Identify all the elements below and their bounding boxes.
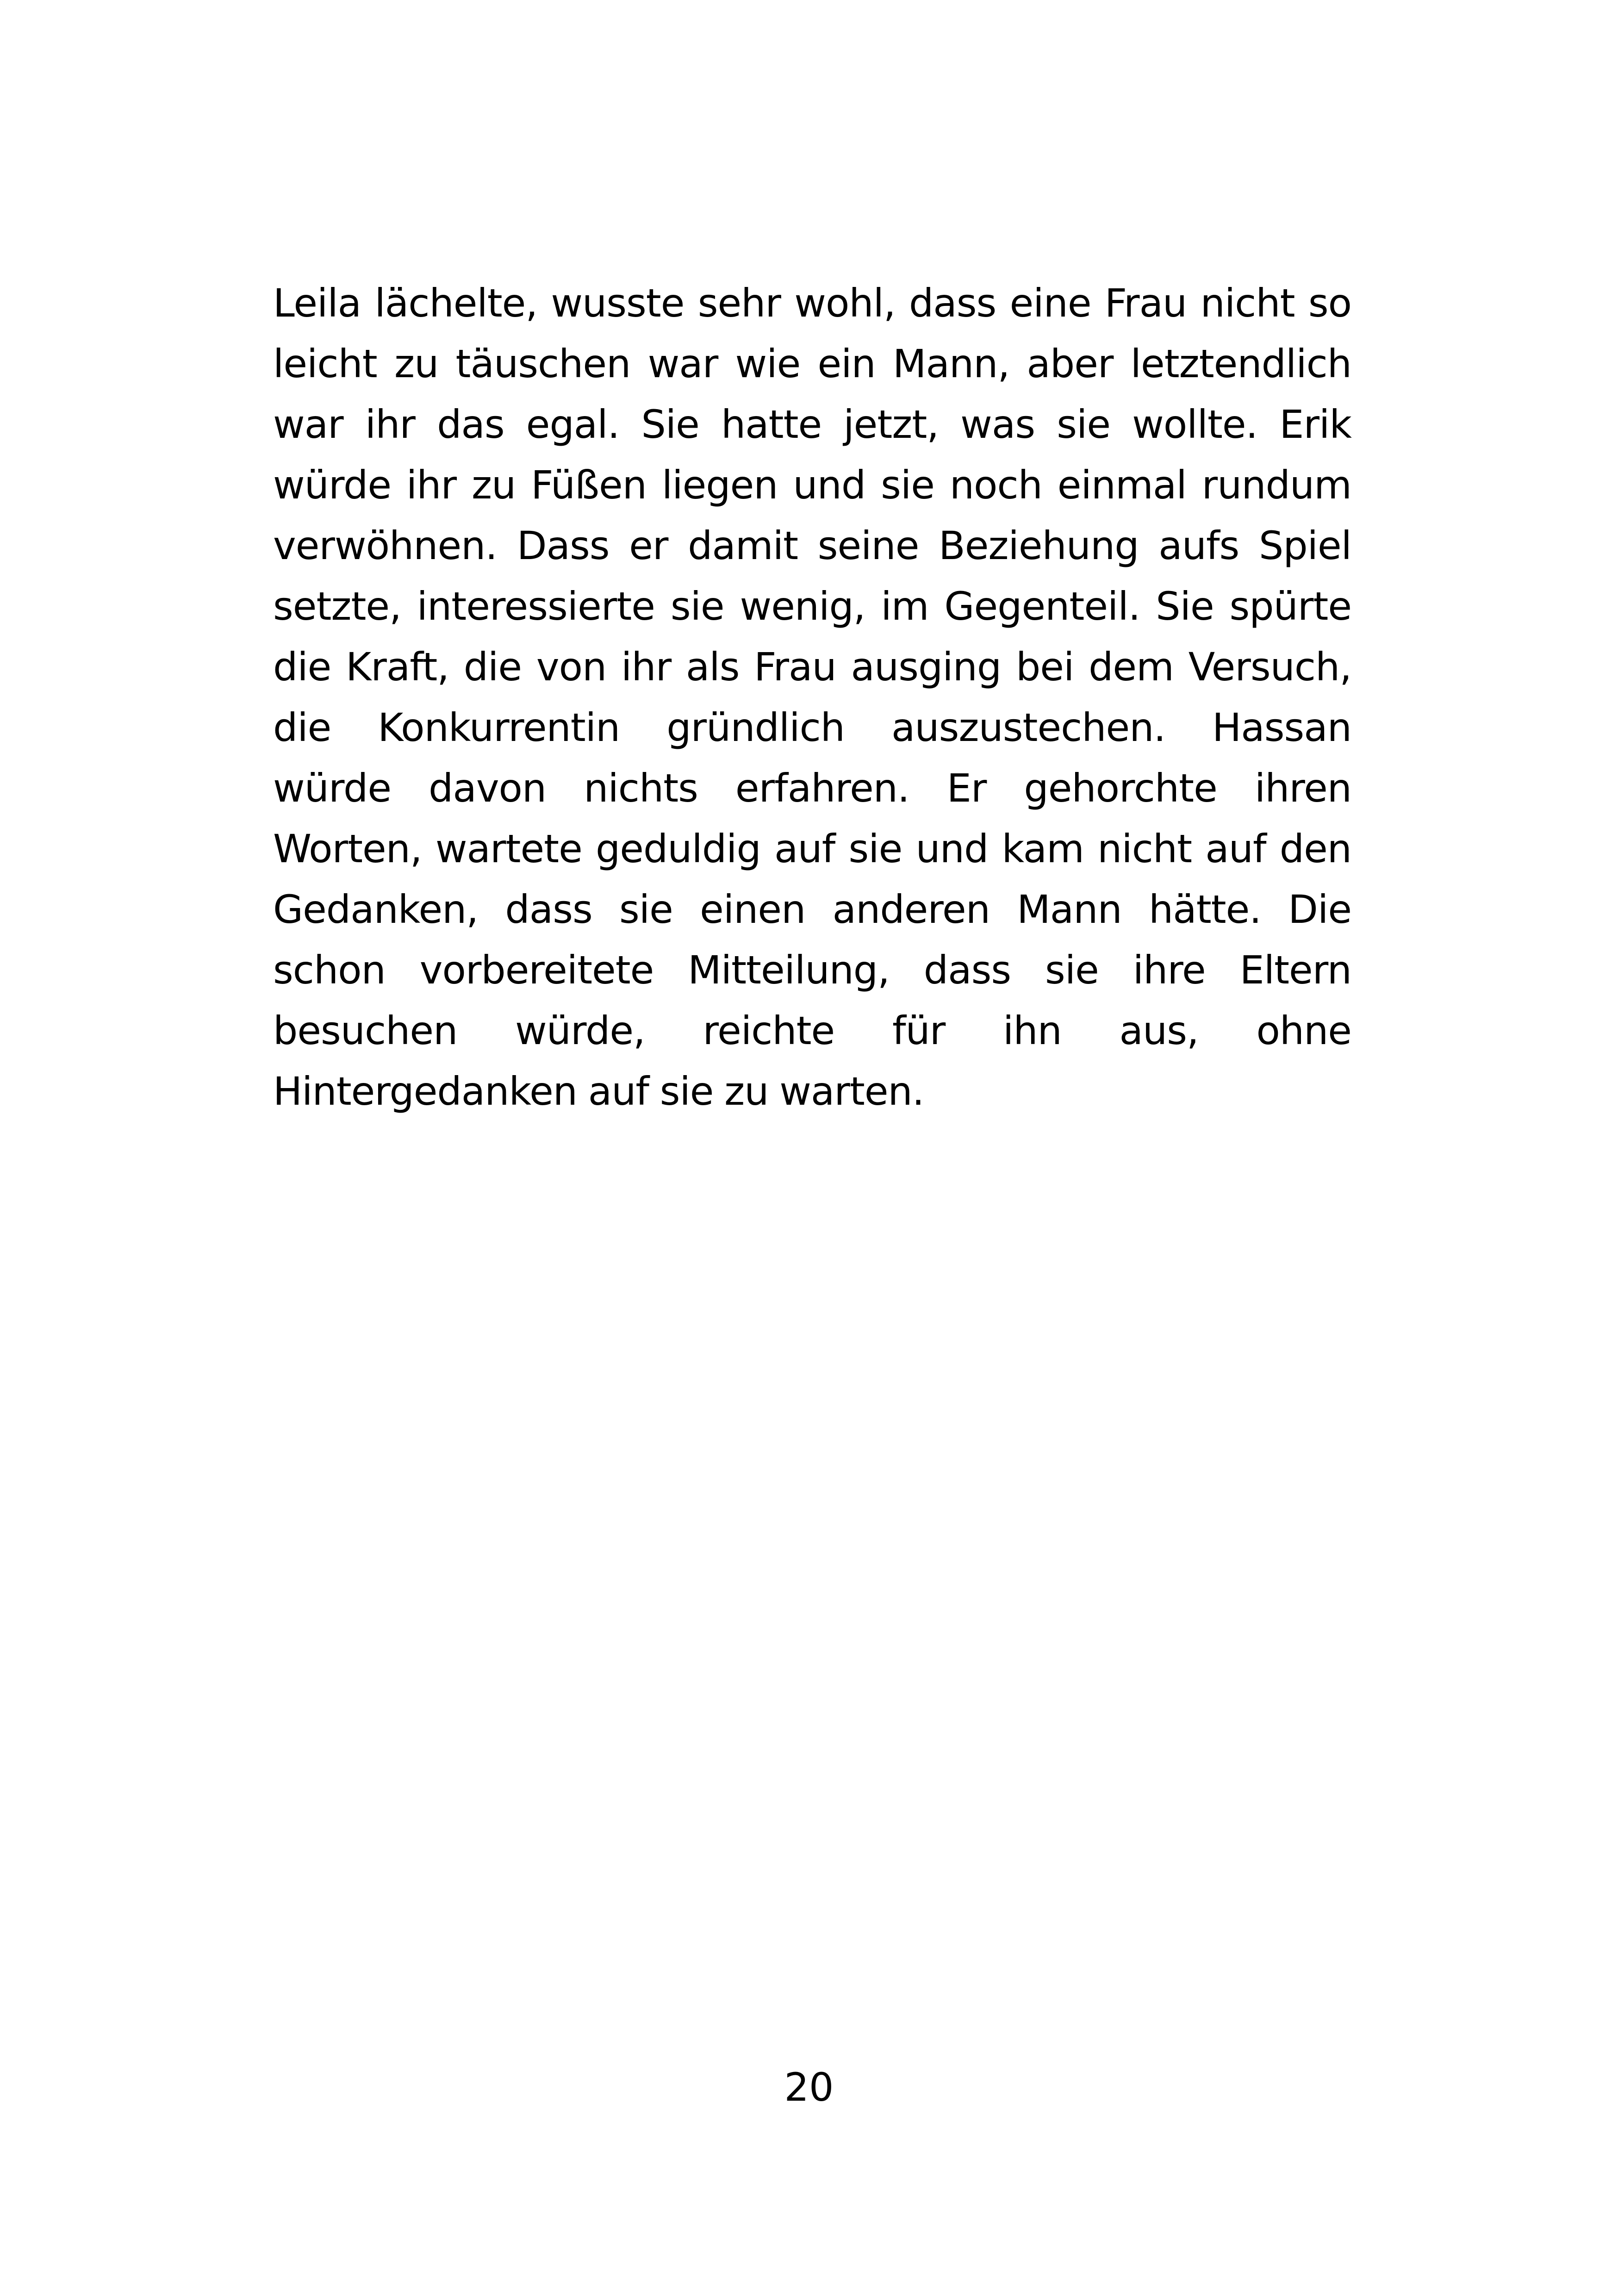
body-paragraph [273, 273, 1351, 1122]
text-line: leicht zu täuschen war wie ein Mann, aber letztendlich [273, 341, 1351, 386]
text-line: würde ihr zu Füßen liegen und sie noch einmal rundum [273, 462, 1351, 508]
text-line: setzte, interessierte sie wenig, im Gegenteil. Sie spürte [273, 584, 1351, 629]
text-line: würde davon nichts erfahren. Er gehorchte ihren [273, 765, 1351, 811]
text-line: besuchen würde, reichte für ihn aus, ohne [273, 1008, 1351, 1053]
text-line: Leila lächelte, wusste sehr wohl, dass eine Frau nicht so [273, 280, 1351, 326]
text-line: Gedanken, dass sie einen anderen Mann hätte. Die [273, 887, 1351, 932]
text-line: schon vorbereitete Mitteilung, dass sie ihre Eltern [273, 947, 1351, 993]
page-number: 20 [784, 2065, 834, 2110]
text-line: verwöhnen. Dass er damit seine Beziehung aufs Spiel [273, 523, 1351, 568]
text-line: die Konkurrentin gründlich auszustechen. Hassan [273, 705, 1351, 750]
text-line: Worten, wartete geduldig auf sie und kam nicht auf den [273, 826, 1351, 871]
text-line: war ihr das egal. Sie hatte jetzt, was sie wollte. Erik [273, 402, 1351, 447]
text-line: die Kraft, die von ihr als Frau ausging bei dem Versuch, [273, 644, 1351, 690]
text-line: Hintergedanken auf sie zu warten. [273, 1069, 924, 1114]
